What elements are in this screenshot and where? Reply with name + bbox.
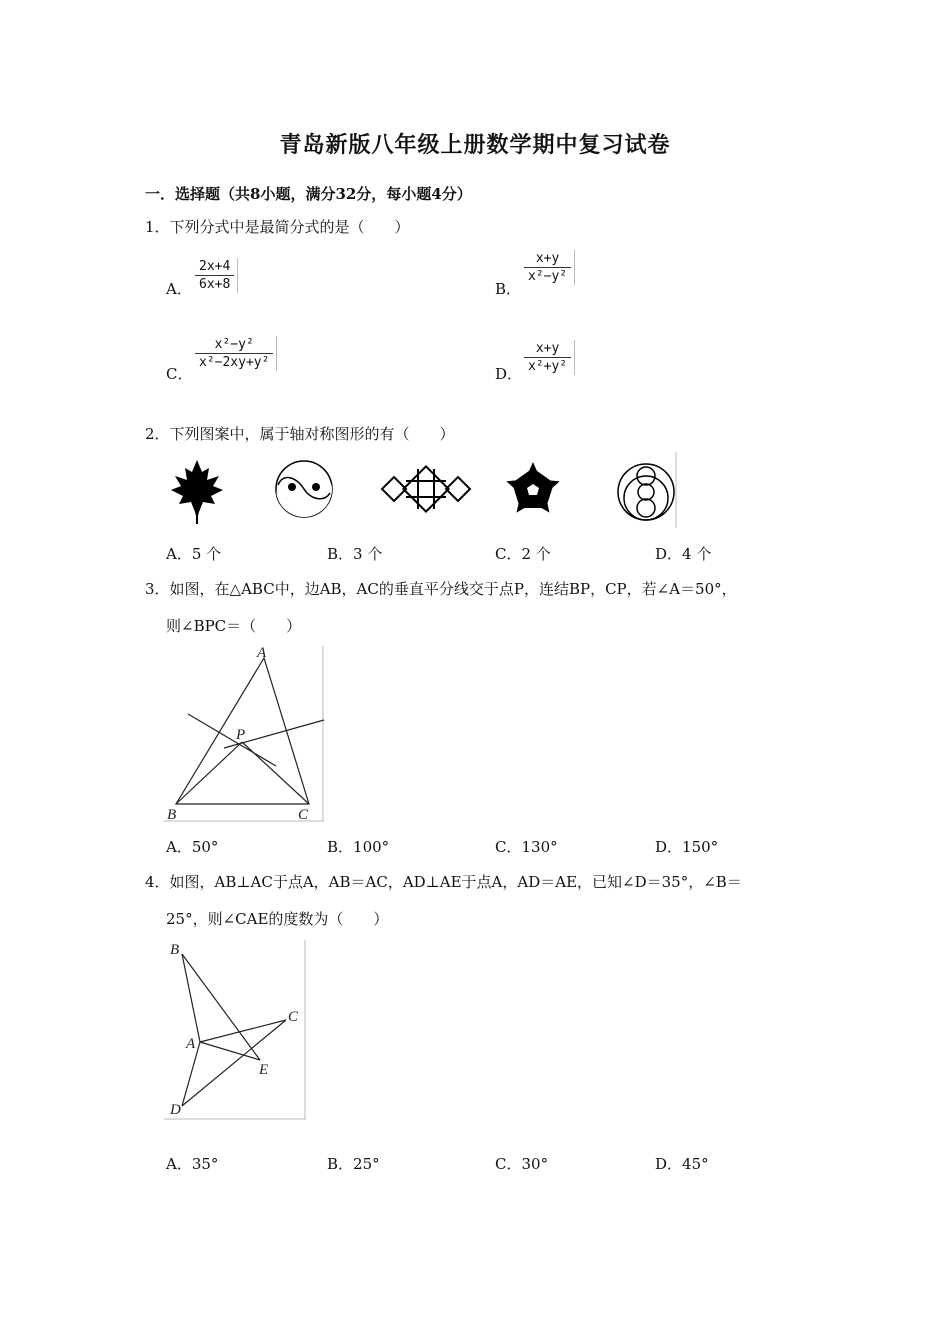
- fraction-numerator: 2x+4: [199, 259, 231, 274]
- question-3-stem-line2: 则∠BPC＝（ ）: [166, 617, 302, 635]
- label-b: B: [170, 942, 180, 958]
- q4-option-a: A．35°: [166, 1155, 219, 1173]
- question-3-stem-line1: 3．如图，在△ABC中，边AB，AC的垂直平分线交于点P，连结BP，CP，若∠A＝50°，: [145, 580, 737, 598]
- nested-circles-pattern: [618, 464, 674, 520]
- page-title: 青岛新版八年级上册数学期中复习试卷: [279, 132, 671, 158]
- q1-option-a-fraction: [192, 258, 238, 293]
- q3-option-d: D．150°: [655, 838, 719, 856]
- q4-option-b: B．25°: [327, 1155, 380, 1173]
- q1-option-b-fraction: [521, 250, 575, 285]
- question-2-stem: 2．下列图案中，属于轴对称图形的有（ ）: [145, 425, 455, 443]
- fraction-numerator: x+y: [535, 251, 560, 266]
- q4-option-c: C．30°: [495, 1155, 549, 1173]
- yin-yang-pattern: [276, 461, 332, 517]
- label-a: A: [257, 645, 267, 661]
- maple-leaf-pattern: [171, 460, 223, 524]
- section-heading: 一．选择题（共8小题，满分32分，每小题4分）: [145, 185, 472, 203]
- label-e: E: [259, 1062, 269, 1078]
- fraction-denominator: x²−2xy+y²: [199, 355, 270, 370]
- q1-option-d-label: D．: [495, 365, 523, 383]
- fraction-numerator: x²−y²: [214, 337, 254, 352]
- q4-triangle-figure: [164, 938, 308, 1122]
- label-p: P: [236, 727, 246, 743]
- star-flower-pattern: [504, 462, 562, 517]
- q1-option-d-fraction: [521, 340, 575, 375]
- label-b: B: [167, 807, 177, 823]
- label-c: C: [288, 1009, 299, 1025]
- label-c: C: [298, 807, 309, 823]
- q3-option-a: A．50°: [166, 838, 219, 856]
- q1-option-c-fraction: [192, 336, 277, 371]
- q1-option-c-label: C．: [166, 365, 193, 383]
- label-a: A: [186, 1036, 196, 1052]
- segment-ae: [200, 1042, 260, 1060]
- q3-option-c: C．130°: [495, 838, 558, 856]
- label-d: D: [170, 1102, 181, 1118]
- q3-triangle-figure: [164, 644, 326, 824]
- fraction-denominator: 6x+8: [199, 277, 231, 292]
- q2-option-a: A．5 个: [166, 545, 222, 563]
- fraction-denominator: x²+y²: [528, 359, 568, 374]
- q2-option-c: C．2 个: [495, 545, 551, 563]
- q1-option-b-label: B．: [495, 280, 522, 298]
- question-4-stem-line2: 25°，则∠CAE的度数为（ ）: [166, 910, 389, 928]
- q2-option-b: B．3 个: [327, 545, 383, 563]
- segment-bp: [176, 742, 242, 804]
- question-4-stem-line1: 4．如图，AB⊥AC于点A，AB＝AC，AD⊥AE于点A，AD＝AE，已知∠D＝35°，∠B＝: [145, 873, 742, 891]
- q2-option-d: D．4 个: [655, 545, 712, 563]
- fraction-numerator: x+y: [535, 341, 560, 356]
- q4-option-d: D．45°: [655, 1155, 709, 1173]
- perpendicular-bisector-ab: [188, 714, 276, 766]
- q1-option-a-label: A．: [166, 280, 192, 298]
- question-1-stem: 1．下列分式中是最简分式的是（ ）: [145, 218, 410, 236]
- q3-option-b: B．100°: [327, 838, 390, 856]
- chinese-knot-pattern: [382, 466, 470, 511]
- q2-patterns-figure: [164, 452, 679, 528]
- fraction-denominator: x²−y²: [528, 269, 568, 284]
